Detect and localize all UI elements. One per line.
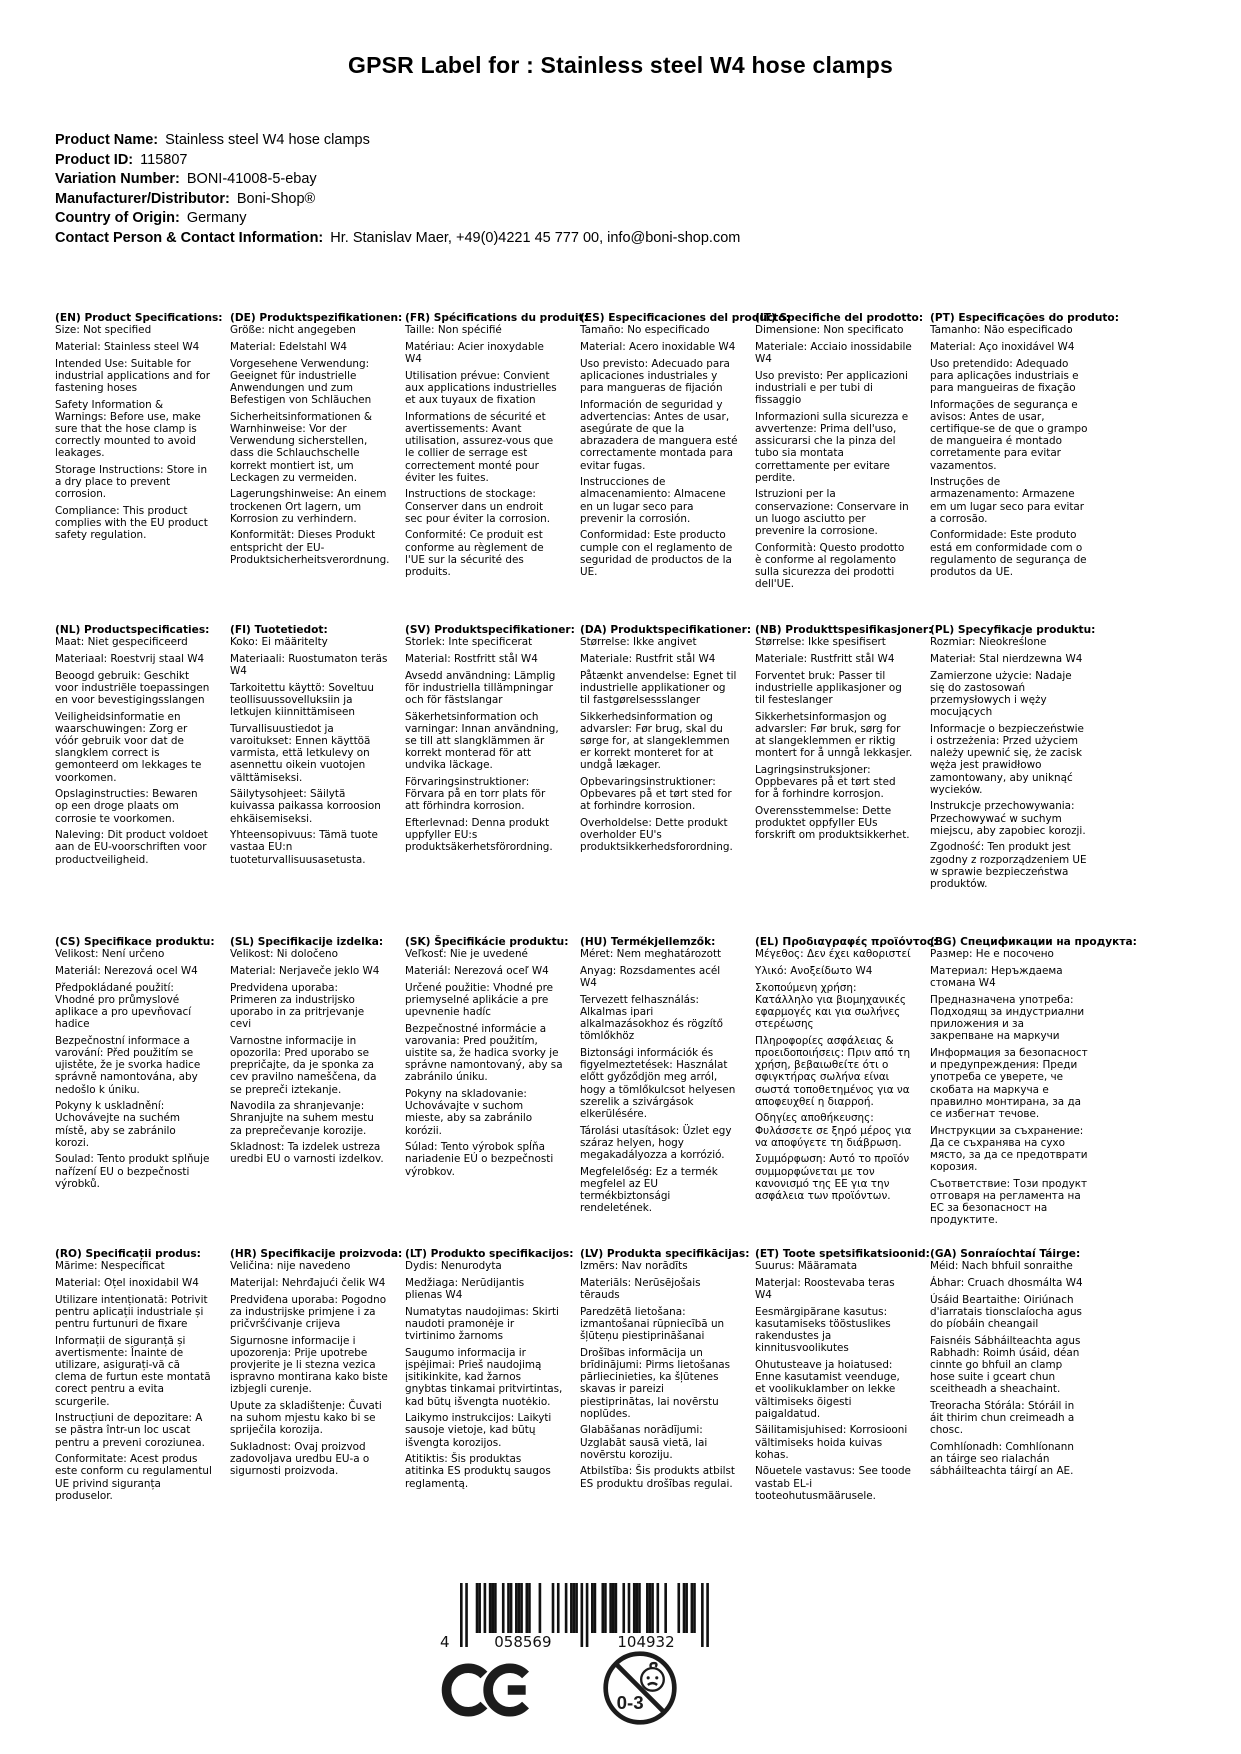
spec-paragraph: Sicherheitsinformationen & Warnhinweise: Vor der Verwendung sicherstellen, dass die Schlauchschelle korrekt montiert ist, um Leckagen zu vermeiden.: [230, 410, 372, 484]
spec-paragraph: Uso previsto: Adecuado para aplicaciones industriales y para mangueras de fijación: [580, 357, 730, 395]
spec-block-header: (CS) Specifikace produktu:: [55, 936, 215, 948]
spec-paragraph: Medžiaga: Nerūdijantis plienas W4: [405, 1277, 525, 1302]
age-warning-icon: [601, 1648, 679, 1732]
spec-block-en: [55, 312, 223, 624]
spec-paragraph: Conformité: Ce produit est conforme au règlement de l'UE sur la sécurité des produits.: [405, 529, 544, 578]
spec-paragraph: Yhteensopivuus: Tämä tuote vastaa EU:n tuoteturvallisuusasetusta.: [230, 829, 378, 866]
barcode-bar: [515, 1583, 518, 1633]
spec-block-header: (EL) Προδιαγραφές προϊόντος:: [755, 936, 938, 948]
spec-paragraph: Informazioni sulla sicurezza e avvertenze: Prima dell'uso, assicurarsi che la pinza del tubo sia montata correttamente per evitare perdite.: [755, 410, 909, 484]
barcode-bar: [494, 1583, 497, 1633]
spec-paragraph: Förvaringsinstruktioner: Förvara på en torr plats för att förhindra korrosion.: [405, 776, 546, 813]
spec-paragraph: Οδηγίες αποθήκευσης: Φυλάσσετε σε ξηρό μέρος για να αποφύγετε τη διάβρωση.: [755, 1112, 912, 1149]
spec-block-bg: [930, 936, 1137, 1248]
spec-paragraph: Treoracha Stórála: Stóráil in áit thirim chun creimeadh a chosc.: [930, 1400, 1075, 1437]
barcode-bar: [476, 1583, 479, 1633]
spec-paragraph: Utilizare intenționată: Potrivit pentru aplicații industriale și pentru furtunuri de fixare: [55, 1293, 208, 1331]
field-value: Stainless steel W4 hose clamps: [165, 132, 370, 148]
spec-paragraph: Intended Use: Suitable for industrial applications and for fastening hoses: [55, 357, 211, 395]
barcode-bar: [601, 1583, 604, 1633]
barcode-bar: [460, 1583, 463, 1647]
spec-paragraph: Materjal: Roostevaba teras W4: [755, 1277, 895, 1302]
spec-paragraph: Velikost: Není určeno: [55, 948, 165, 961]
barcode-bar: [518, 1583, 521, 1633]
barcode-bar: [586, 1583, 589, 1647]
info-line: [55, 131, 740, 151]
spec-paragraph: Conformitate: Acest produs este conform cu regulamentul UE privind siguranța produselor.: [55, 1453, 212, 1502]
barcode-bar: [573, 1583, 576, 1633]
spec-paragraph: Informations de sécurité et avertissements: Avant utilisation, assurez-vous que le collier de serrage est correctement monté pour éviter les fuites.: [405, 410, 554, 484]
spec-paragraph: Drošības informācija un brīdinājumi: Pirms lietošanas pārliecinieties, ka šļūtenes skavas ir pareizi piestiprinātas, lai novērstu noplūdes.: [580, 1346, 731, 1420]
spec-block-header: (LT) Produkto specifikacijos:: [405, 1248, 574, 1260]
spec-paragraph: Určené použitie: Vhodné pre priemyselné aplikácie a pre upevnenie hadíc: [405, 981, 554, 1019]
barcode-bar: [649, 1583, 652, 1633]
spec-block-lt: [405, 1248, 574, 1560]
barcode-bar: [683, 1583, 686, 1633]
spec-paragraph: Información de seguridad y advertencias: Antes de usar, asegúrate de que la abrazadera de manguera esté correctamente montada para evitar fugas.: [580, 398, 738, 472]
spec-paragraph: Storage Instructions: Store in a dry place to prevent corrosion.: [55, 464, 208, 501]
barcode-bar: [575, 1583, 578, 1633]
spec-block-header: (NL) Productspecificaties:: [55, 624, 210, 636]
field-label: Country of Origin:: [55, 210, 180, 227]
spec-block-header: (DE) Produktspezifikationen:: [230, 312, 403, 324]
spec-paragraph: Συμμόρφωση: Αυτό το προϊόν συμμορφώνεται με τον κανονισμό της ΕΕ για την ασφάλεια των προϊόντων.: [755, 1153, 910, 1202]
spec-paragraph: Dydis: Nenurodyta: [405, 1260, 502, 1273]
spec-paragraph: Material: Nerjaveče jeklo W4: [230, 965, 380, 978]
barcode-bar: [638, 1583, 641, 1633]
barcode-bar: [693, 1583, 696, 1633]
spec-block-hr: [230, 1248, 403, 1560]
spec-paragraph: Méid: Nach bhfuil sonraithe: [930, 1260, 1073, 1273]
spec-paragraph: Atitiktis: Šis produktas atitinka ES produktų saugos reglamentą.: [405, 1453, 551, 1490]
spec-paragraph: Navodila za shranjevanje: Shranjujte na suhem mestu za preprečevanje korozije.: [230, 1100, 374, 1137]
barcode-bar: [594, 1583, 597, 1633]
info-line: [55, 209, 740, 229]
spec-block-header: (BG) Спецификации на продукта:: [930, 936, 1137, 948]
spec-block-es: [580, 312, 790, 624]
spec-block-header: (IT) Specifiche del prodotto:: [755, 312, 924, 324]
spec-paragraph: Compliance: This product complies with the EU product safety regulation.: [55, 505, 208, 542]
spec-block-header: (EN) Product Specifications:: [55, 312, 223, 324]
spec-paragraph: Overensstemmelse: Dette produktet oppfyller EUs forskrift om produktsikkerhet.: [755, 804, 910, 842]
barcode-bar: [539, 1583, 542, 1633]
spec-block-hu: [580, 936, 738, 1248]
spec-paragraph: Größe: nicht angegeben: [230, 324, 356, 337]
barcode-digits-left: 058569: [494, 1633, 552, 1651]
spec-block-ro: [55, 1248, 213, 1560]
spec-block-header: (DA) Produktspecifikationer:: [580, 624, 752, 636]
barcode-bar: [570, 1583, 573, 1633]
spec-paragraph: Comhlíonadh: Comhlíonann an táirge seo rialachán sábháilteachta táirgí an AE.: [930, 1441, 1074, 1478]
spec-block-de: [230, 312, 403, 624]
spec-paragraph: Materiale: Rustfritt stål W4: [755, 653, 895, 666]
spec-paragraph: Tervezett felhasználás: Alkalmas ipari alkalmazásokhoz és rögzítő tömlőkhöz: [580, 993, 724, 1043]
field-label: Product Name:: [55, 132, 159, 148]
spec-paragraph: Materiaali: Ruostumaton teräs W4: [230, 653, 388, 678]
barcode-bar: [489, 1583, 492, 1633]
spec-paragraph: Informații de siguranță și avertismente: Înainte de utilizare, asigurați-vă că clema de furtun este montată corect pentru a evita scurgerile.: [55, 1334, 211, 1408]
spec-paragraph: Laikymo instrukcijos: Laikyti sausoje vietoje, kad būtų išvengta korozijos.: [405, 1412, 552, 1449]
spec-paragraph: Lagerungshinweise: An einem trockenen Ort lagern, um Korrosion zu verhindern.: [230, 488, 387, 525]
spec-block-header: (ET) Toote spetsifikatsioonid:: [755, 1248, 930, 1260]
barcode-bar: [465, 1583, 468, 1647]
spec-paragraph: Atbilstība: Šis produkts atbilst ES produktu drošības regulai.: [580, 1465, 735, 1490]
barcode-bar: [484, 1583, 487, 1633]
spec-paragraph: Skladnost: Ta izdelek ustreza uredbi EU o varnosti izdelkov.: [230, 1141, 384, 1166]
spec-block-pl: [930, 624, 1096, 936]
spec-paragraph: Pokyny k uskladnění: Uchovávejte na suchém místě, aby se zabránilo korozi.: [55, 1100, 181, 1149]
barcode-bar: [677, 1583, 680, 1633]
spec-paragraph: Nõuetele vastavus: See toode vastab EL-i tooteohutusmäärusele.: [755, 1465, 911, 1502]
spec-paragraph: Material: Rostfritt stål W4: [405, 653, 538, 666]
spec-block-sk: [405, 936, 569, 1248]
spec-paragraph: Tamaño: No especificado: [580, 324, 710, 337]
spec-paragraph: Instrucțiuni de depozitare: A se păstra într-un loc uscat pentru a preveni coroziunea.: [55, 1412, 205, 1449]
spec-paragraph: Predviđena uporaba: Pogodno za industrijske primjene i za pričvršćivanje crijeva: [230, 1293, 387, 1331]
spec-paragraph: Istruzioni per la conservazione: Conservare in un luogo asciutto per prevenire la corrosione.: [755, 488, 909, 537]
spec-paragraph: Koko: Ei määritelty: [230, 636, 328, 649]
spec-block-lv: [580, 1248, 750, 1560]
spec-block-ga: [930, 1248, 1088, 1560]
spec-paragraph: Størrelse: Ikke spesifisert: [755, 636, 886, 649]
spec-paragraph: Méret: Nem meghatározott: [580, 948, 722, 961]
field-label: Variation Number:: [55, 171, 180, 188]
spec-paragraph: Размер: Не е посочено: [930, 948, 1054, 961]
spec-paragraph: Bezpečnostní informace a varování: Před použitím se ujistěte, že je svorka hadice správně namontována, aby nedošlo k úniku.: [55, 1034, 201, 1096]
spec-paragraph: Uso previsto: Per applicazioni industriali e per tubi di fissaggio: [755, 369, 908, 407]
barcode-bar: [502, 1583, 505, 1633]
page-title: GPSR Label for : Stainless steel W4 hose clamps: [348, 52, 893, 78]
spec-block-header: (SL) Specifikacije izdelka:: [230, 936, 384, 948]
spec-block-header: (SV) Produktspecifikationer:: [405, 624, 575, 636]
spec-paragraph: Zamierzone użycie: Nadaje się do zastosowań przemysłowych i węży mocujących: [930, 669, 1072, 719]
barcode-bar: [565, 1583, 568, 1633]
spec-block-pt: [930, 312, 1119, 624]
spec-paragraph: Conformidad: Este producto cumple con el reglamento de seguridad de productos de la UE.: [580, 529, 733, 578]
barcode-bar: [628, 1583, 631, 1633]
spec-paragraph: Vorgesehene Verwendung: Geeignet für industrielle Anwendungen und zum Befestigen von Schläuchen: [230, 357, 372, 407]
spec-block-header: (PL) Specyfikacje produktu:: [930, 624, 1096, 636]
barcode-digits-right: 104932: [617, 1633, 675, 1651]
spec-paragraph: Υλικό: Ανοξείδωτο W4: [755, 965, 873, 978]
spec-paragraph: Upute za skladištenje: Čuvati na suhom mjestu kako bi se spriječila korozija.: [230, 1400, 382, 1437]
spec-paragraph: Informações de segurança e avisos: Antes de usar, certifique-se de que o grampo de mangueira é montado corretamente para evitar vazamentos.: [930, 398, 1088, 472]
spec-paragraph: Tarkoitettu käyttö: Soveltuu teollisuussovelluksiin ja letkujen kiinnittämiseen: [230, 681, 374, 719]
info-line: [55, 229, 740, 249]
spec-paragraph: Taille: Non spécifié: [405, 324, 502, 337]
spec-block-header: (GA) Sonraíochtaí Táirge:: [930, 1248, 1081, 1260]
barcode-bar: [706, 1583, 709, 1647]
spec-paragraph: Zgodność: Ten produkt jest zgodny z rozporządzeniem UE w sprawie bezpieczeństwa produktów.: [930, 841, 1087, 890]
spec-paragraph: Säilitamisjuhised: Korrosiooni vältimiseks hoida kuivas kohas.: [755, 1424, 908, 1461]
spec-paragraph: Uso pretendido: Adequado para aplicações industriais e para mangueiras de fixação: [930, 357, 1079, 395]
spec-block-nl: [55, 624, 213, 936]
barcode-bar: [609, 1583, 612, 1633]
spec-paragraph: Konformität: Dieses Produkt entspricht der EU-Produktsicherheitsverordnung.: [230, 529, 390, 566]
barcode-bar: [591, 1583, 594, 1633]
spec-grid: [55, 312, 1137, 1560]
spec-paragraph: Πληροφορίες ασφάλειας & προειδοποιήσεις: Πριν από τη χρήση, βεβαιωθείτε ότι ο σφιγκτήρας σωλήνα είναι σωστά τοποθετημένος για να αποφευχθεί η διαρροή.: [755, 1034, 911, 1108]
spec-paragraph: Materiale: Acciaio inossidabile W4: [755, 341, 912, 366]
barcode-bar: [651, 1583, 654, 1633]
spec-block-sv: [405, 624, 575, 936]
spec-paragraph: Predvidena uporaba: Primeren za industrijsko uporabo in za pritrjevanje cevi: [230, 981, 365, 1031]
barcode-bar: [528, 1583, 531, 1633]
barcode-digit-first: 4: [440, 1633, 450, 1651]
barcode-bar: [636, 1583, 639, 1633]
field-label: Contact Person & Contact Information:: [55, 229, 324, 246]
spec-block-fr: [405, 312, 588, 624]
barcode-bar: [657, 1583, 660, 1633]
spec-block-da: [580, 624, 752, 936]
spec-paragraph: Avsedd användning: Lämplig för industriella tillämpningar och för fästslangar: [405, 669, 556, 707]
spec-paragraph: Conformità: Questo prodotto è conforme al regolamento sulla sicurezza dei prodotti dell'UE.: [755, 541, 905, 591]
spec-block-header: (FR) Spécifications du produit:: [405, 312, 588, 324]
spec-paragraph: Eesmärgipärane kasutus: kasutamiseks tööstuslikes rakendustes ja kinnitusvoolikutes: [755, 1305, 891, 1355]
spec-paragraph: Materiál: Nerezová oceľ W4: [405, 965, 549, 978]
spec-paragraph: Instruções de armazenamento: Armazene em um lugar seco para evitar a corrosão.: [930, 476, 1085, 525]
spec-paragraph: Předpokládané použití: Vhodné pro průmyslové aplikace a pro upevňovací hadice: [55, 981, 192, 1031]
spec-paragraph: Paredzētā lietošana: izmantošanai rūpniecībā un šļūteņu piestiprināšanai: [580, 1305, 725, 1343]
spec-paragraph: Tamanho: Não especificado: [930, 324, 1073, 337]
spec-block-it: [755, 312, 924, 624]
barcode-bar: [691, 1583, 694, 1633]
spec-block-header: (RO) Specificații produs:: [55, 1248, 201, 1260]
spec-paragraph: Beoogd gebruik: Geschikt voor industriële toepassingen en voor bevestigingsslangen: [55, 669, 210, 707]
spec-paragraph: Opslaginstructies: Bewaren op een droge plaats om corrosie te voorkomen.: [55, 788, 198, 825]
spec-paragraph: Informacje o bezpieczeństwie i ostrzeżenia: Przed użyciem należy upewnić się, że zacisk węża jest prawidłowo zamontowany, aby uniknąć wycieków.: [930, 722, 1084, 796]
spec-paragraph: Megfelelőség: Ez a termék megfelel az EU termékbiztonsági rendeletének.: [580, 1165, 718, 1215]
barcode-bar: [557, 1583, 560, 1633]
spec-paragraph: Påtænkt anvendelse: Egnet til industrielle applikationer og til fastgørelsessslanger: [580, 669, 737, 707]
barcode-bar: [581, 1583, 584, 1647]
barcode-bar: [633, 1583, 636, 1633]
spec-paragraph: Faisnéis Sábháilteachta agus Rabhadh: Roimh úsáid, déan cinnte go bhfuil an clamp hose suite i gceart chun sceitheadh a sheachaint.: [930, 1334, 1081, 1396]
spec-paragraph: Overholdelse: Dette produkt overholder EU's produktsikkerhedsforordning.: [580, 817, 733, 854]
spec-paragraph: Varnostne informacije in opozorila: Pred uporabo se prepričajte, da je sponka za cev pravilno nameščena, da se prepreči iztekanje.: [230, 1034, 377, 1096]
spec-paragraph: Sukladnost: Ovaj proizvod zadovoljava uredbu EU-a o sigurnosti proizvoda.: [230, 1441, 370, 1478]
spec-paragraph: Veličina: nije navedeno: [230, 1260, 351, 1273]
spec-paragraph: Úsáid Beartaithe: Oiriúnach d'iarratais tionsclaíocha agus do píobáin cheangail: [930, 1293, 1082, 1331]
field-label: Product ID:: [55, 151, 134, 168]
spec-block-header: (ES) Especificaciones del producto:: [580, 312, 790, 324]
spec-paragraph: Material: Aço inoxidável W4: [930, 341, 1075, 354]
spec-paragraph: Σκοπούμενη χρήση: Κατάλληλο για βιομηχανικές εφαρμογές και για σωλήνες στερέωσης: [755, 981, 906, 1031]
spec-paragraph: Conformidade: Este produto está em conformidade com o regulamento de segurança de produtos da UE.: [930, 529, 1087, 578]
spec-paragraph: Pokyny na skladovanie: Uchovávajte v suchom mieste, aby sa zabránilo korózii.: [405, 1088, 533, 1137]
spec-block-header: (FI) Tuotetiedot:: [230, 624, 328, 636]
barcode-bar: [622, 1583, 625, 1633]
info-line: [55, 190, 740, 210]
spec-paragraph: Materiál: Nerezová ocel W4: [55, 965, 198, 978]
barcode-bar: [520, 1583, 523, 1633]
spec-paragraph: Μέγεθος: Δεν έχει καθοριστεί: [755, 948, 911, 961]
field-value: Boni-Shop®: [236, 190, 316, 207]
field-label: Manufacturer/Distributor:: [55, 190, 230, 207]
spec-paragraph: Saugumo informacija ir įspėjimai: Prieš naudojimą įsitikinkite, kad žarnos gnybtas tinkamai pritvirtintas, kad būtų išvengta nuotėkio.: [405, 1346, 563, 1408]
spec-paragraph: Материал: Неръждаема стомана W4: [930, 965, 1063, 990]
spec-paragraph: Instrucciones de almacenamiento: Almacene en un lugar seco para prevenir la corrosión.: [580, 476, 726, 525]
spec-paragraph: Sigurnosne informacije i upozorenja: Prije upotrebe provjerite je li stezna vezica ispravno montirana kako biste izbjegli curenje.: [230, 1334, 388, 1396]
spec-paragraph: Material: Stainless steel W4: [55, 341, 200, 354]
spec-paragraph: Veľkosť: Nie je uvedené: [405, 948, 528, 961]
spec-paragraph: Ohutusteave ja hoiatused: Enne kasutamist veenduge, et voolikuklamber on lekke vältimiseks õigesti paigaldatud.: [755, 1359, 900, 1420]
spec-paragraph: Instrukcje przechowywania: Przechowywać w suchym miejscu, aby zapobiec korozji.: [930, 800, 1086, 837]
spec-paragraph: Materiaal: Roestvrij staal W4: [55, 653, 205, 666]
barcode-bar: [604, 1583, 607, 1633]
field-value: Germany: [186, 210, 247, 227]
spec-paragraph: Lagringsinstruksjoner: Oppbevares på et tørt sted for å forhindre korrosjon.: [755, 763, 896, 801]
spec-paragraph: Tárolási utasítások: Üzlet egy száraz helyen, hogy megakadályozza a korrózió.: [580, 1124, 732, 1161]
spec-paragraph: Съответствие: Този продукт отговаря на регламента на ЕС за безопасност на продуктите.: [930, 1177, 1088, 1227]
spec-paragraph: Material: Oțel inoxidabil W4: [55, 1277, 199, 1290]
spec-paragraph: Instructions de stockage: Conserver dans un endroit sec pour éviter la corrosion.: [405, 488, 551, 525]
spec-paragraph: Soulad: Tento produkt splňuje nařízení EU o bezpečnosti výrobků.: [55, 1153, 210, 1190]
spec-paragraph: Velikost: Ni določeno: [230, 948, 338, 961]
spec-paragraph: Materiał: Stal nierdzewna W4: [930, 653, 1083, 666]
barcode-bar: [526, 1583, 529, 1633]
barcode-bar: [664, 1583, 667, 1633]
barcode-bar: [612, 1583, 615, 1633]
spec-paragraph: Säkerhetsinformation och varningar: Innan användning, se till att slangklämmen är korrekt monterad för att undvika läckage.: [405, 710, 559, 772]
field-value: BONI-41008-5-ebay: [186, 171, 317, 188]
spec-paragraph: Ábhar: Cruach dhosmálta W4: [930, 1277, 1083, 1290]
spec-paragraph: Инструкции за съхранение: Да се съхранява на сухо място, за да се предотврати корозия.: [930, 1124, 1088, 1174]
product-info: [55, 131, 740, 249]
spec-block-cs: [55, 936, 213, 1248]
barcode-bar: [478, 1583, 481, 1633]
spec-paragraph: Materiāls: Nerūsējošais tērauds: [580, 1277, 701, 1302]
spec-paragraph: Biztonsági információk és figyelmeztetések: Használat előtt győződjön meg arról, hogy a tömlőkulcsot helyesen szerelik a szivárgások elkerülésére.: [580, 1047, 736, 1120]
spec-block-nb: [755, 624, 933, 936]
spec-paragraph: Dimensione: Non specificato: [755, 324, 904, 337]
barcode-bar: [510, 1583, 513, 1633]
barcode-bar: [685, 1583, 688, 1633]
spec-paragraph: Material: Edelstahl W4: [230, 341, 347, 354]
spec-paragraph: Säilytysohjeet: Säilytä kuivassa paikassa korroosion ehkäisemiseksi.: [230, 788, 381, 825]
spec-paragraph: Anyag: Rozsdamentes acél W4: [580, 965, 721, 990]
spec-block-header: (PT) Especificações do produto:: [930, 312, 1119, 324]
info-line: [55, 151, 740, 171]
barcode-bar: [552, 1583, 555, 1633]
age-warning-label: 0-3: [616, 1692, 644, 1714]
barcode-bar: [646, 1583, 649, 1633]
spec-block-et: [755, 1248, 930, 1560]
ce-mark-icon: [440, 1658, 532, 1726]
barcode-bar: [701, 1583, 704, 1647]
spec-block-fi: [230, 624, 388, 936]
spec-paragraph: Efterlevnad: Denna produkt uppfyller EU:s produktsäkerhetsförordning.: [405, 817, 553, 854]
barcode-bar: [507, 1583, 510, 1633]
spec-paragraph: Materiale: Rustfrit stål W4: [580, 653, 716, 666]
spec-paragraph: Bezpečnostné informácie a varovania: Pred použitím, uistite sa, že hadica svorky je správne namontovaný, aby sa zabránilo úniku.: [405, 1022, 563, 1084]
field-value: Hr. Stanislav Maer, +49(0)4221 45 777 00, info@boni-shop.com: [330, 229, 741, 246]
spec-paragraph: Turvallisuustiedot ja varoitukset: Ennen käyttöä varmista, että letkulevy on asennettu oikein vuotojen välttämiseksi.: [230, 722, 371, 784]
baby-face-icon: [641, 1663, 664, 1691]
spec-paragraph: Предназначена употреба: Подходящ за индустриални приложения и за закрепване на маркучи: [930, 993, 1085, 1043]
ean13-barcode: [438, 1583, 728, 1657]
spec-paragraph: Storlek: Inte specificerat: [405, 636, 533, 649]
spec-paragraph: Forventet bruk: Passer til industrielle applikasjoner og til festeslanger: [755, 669, 902, 707]
spec-paragraph: Glabāšanas norādījumi: Uzglabāt sausā vietā, lai novērstu koroziju.: [580, 1424, 708, 1461]
field-value: 115807: [140, 151, 188, 168]
spec-paragraph: Veiligheidsinformatie en waarschuwingen: Zorg er vóór gebruik voor dat de slangklem correct is gemonteerd om lekkages te voorkomen.: [55, 710, 202, 784]
spec-paragraph: Maat: Niet gespecificeerd: [55, 636, 188, 649]
spec-paragraph: Mărime: Nespecificat: [55, 1260, 165, 1273]
spec-paragraph: Safety Information & Warnings: Before use, make sure that the hose clamp is correctly mounted to avoid leakages.: [55, 398, 201, 460]
spec-block-el: [755, 936, 938, 1248]
spec-block-header: (HU) Termékjellemzők:: [580, 936, 716, 948]
spec-paragraph: Suurus: Määramata: [755, 1260, 858, 1273]
barcode-bar: [491, 1583, 494, 1633]
spec-paragraph: Izmērs: Nav norādīts: [580, 1260, 688, 1273]
spec-paragraph: Materijal: Nehrđajući čelik W4: [230, 1277, 386, 1290]
spec-paragraph: Matériau: Acier inoxydable W4: [405, 341, 544, 366]
spec-paragraph: Opbevaringsinstruktioner: Opbevares på et tørt sted for at forhindre korrosion.: [580, 776, 732, 813]
spec-paragraph: Sikkerhetsinformasjon og advarsler: Før bruk, sørg for at slangeklemmen er riktig montert for å unngå lekkasjer.: [755, 710, 913, 760]
spec-paragraph: Størrelse: Ikke angivet: [580, 636, 697, 649]
spec-paragraph: Size: Not specified: [55, 324, 152, 337]
barcode-bar: [615, 1583, 618, 1633]
spec-paragraph: Numatytas naudojimas: Skirti naudoti pramonėje ir tvirtinimo žarnoms: [405, 1305, 559, 1343]
spec-paragraph: Naleving: Dit product voldoet aan de EU-voorschriften voor productveiligheid.: [55, 829, 208, 866]
spec-paragraph: Информация за безопасност и предупреждения: Преди употреба се уверете, че скобата на маркуча е правилно монтирана, за да се избегнат течове.: [930, 1047, 1088, 1120]
info-line: [55, 170, 740, 190]
spec-paragraph: Sikkerhedsinformation og advarsler: Før brug, skal du sørge for, at slangeklemmen er korrekt monteret for at undgå lækager.: [580, 710, 730, 772]
spec-paragraph: Material: Acero inoxidable W4: [580, 341, 736, 354]
spec-paragraph: Rozmiar: Nieokreślone: [930, 636, 1047, 649]
spec-paragraph: Utilisation prévue: Convient aux applications industrielles et aux tuyaux de fixation: [405, 369, 557, 407]
spec-block-header: (SK) Špecifikácie produktu:: [405, 936, 569, 948]
spec-block-header: (NB) Produkttspesifikasjoner:: [755, 624, 933, 636]
spec-block-header: (LV) Produkta specifikācijas:: [580, 1248, 750, 1260]
spec-paragraph: Súlad: Tento výrobok spĺňa nariadenie EÚ o bezpečnosti výrobkov.: [405, 1141, 554, 1178]
spec-block-header: (HR) Specifikacije proizvoda:: [230, 1248, 403, 1260]
spec-block-sl: [230, 936, 388, 1248]
